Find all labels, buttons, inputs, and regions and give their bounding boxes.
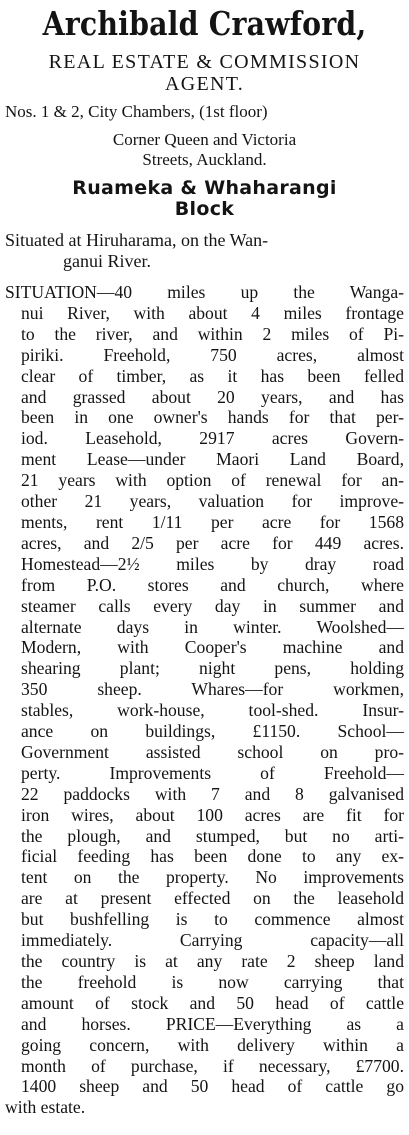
description-line: shearing plant; night pens, holding — [21, 658, 404, 679]
listing-description — [5, 282, 404, 1118]
description-line: but bushfelling is to commence almost — [21, 909, 404, 930]
description-line: ments, rent 1/11 per acre for 1568 — [21, 511, 404, 532]
description-line: perty. Improvements of Freehold— — [21, 762, 404, 783]
description-line: the country is at any rate 2 sheep land — [21, 951, 404, 971]
description-line: iod. Leasehold, 2917 acres Govern- — [21, 428, 404, 449]
description-line: ment Lease—under Maori Land Board, — [21, 449, 404, 470]
description-line: piriki. Freehold, 750 acres, almost — [21, 344, 404, 365]
description-line: 1400 sheep and 50 head of cattle go — [21, 1076, 404, 1097]
description-line: Government assisted school on pro- — [21, 741, 404, 762]
advertiser-role-line-2: AGENT. — [164, 73, 245, 95]
address-line-1: Nos. 1 & 2, City Chambers, (1st floor) — [5, 102, 268, 121]
location-line-2: ganui River. — [63, 251, 151, 271]
description-line: amount of stock and 50 head of cattle — [21, 992, 404, 1013]
description-line: 350 sheep. Whares—for workmen, — [21, 679, 404, 700]
address-line-2: Corner Queen and Victoria — [112, 130, 297, 149]
description-line: steamer calls every day in summer and — [21, 595, 404, 616]
description-line: iron wires, about 100 acres are fit for — [21, 804, 404, 825]
description-line: alternate days in winter. Woolshed— — [21, 616, 404, 637]
listing-location — [5, 230, 404, 272]
description-line: to the river, and within 2 miles of Pi- — [21, 323, 404, 344]
description-line: from P.O. stores and church, where — [21, 574, 404, 595]
description-line: nui River, with about 4 miles frontage — [21, 302, 404, 323]
description-line: are at present effected on the leasehold — [21, 888, 404, 909]
address-line-3: Streets, Auckland. — [142, 150, 267, 169]
description-line: and horses. PRICE—Everything as a — [21, 1013, 404, 1034]
location-line-1: Situated at Hiruharama, on the Wan- — [5, 230, 269, 250]
description-line: immediately. Carrying capacity—all — [21, 930, 404, 951]
description-line: 22 paddocks with 7 and 8 galvanised — [21, 783, 404, 804]
description-line: going concern, with delivery within a — [21, 1034, 404, 1055]
description-line: acres, and 2/5 per acre for 449 acres. — [21, 532, 404, 553]
advertiser-role-line-1: REAL ESTATE & COMMISSION — [48, 51, 361, 73]
description-line: ficial feeding has been done to any ex- — [21, 846, 404, 867]
description-line: the freehold is now carrying that — [21, 971, 404, 992]
description-line: and grassed about 20 years, and has — [21, 386, 404, 407]
description-line: stables, work-house, tool-shed. Insur- — [21, 700, 404, 721]
description-line: with estate. — [5, 1097, 86, 1118]
description-line: the plough, and stumped, but no arti- — [21, 825, 404, 846]
advertiser-name: Archibald Crawford, — [42, 4, 367, 43]
listing-title-line-2: Block — [174, 198, 235, 220]
description-line: tent on the property. No improvements — [21, 867, 404, 888]
listing-title-line-1: Ruameka & Whaharangi — [72, 177, 337, 199]
description-line: been in one owner's hands for that per- — [21, 407, 404, 428]
description-line: month of purchase, if necessary, £7700. — [21, 1055, 404, 1076]
description-line: SITUATION—40 miles up the Wanga- — [5, 282, 404, 302]
description-line: ance on buildings, £1150. School— — [21, 721, 404, 742]
description-line: 21 years with option of renewal for an- — [21, 470, 404, 491]
description-line: other 21 years, valuation for improve- — [21, 491, 404, 512]
description-line: Modern, with Cooper's machine and — [21, 637, 404, 658]
description-line: Homestead—2½ miles by dray road — [21, 553, 404, 574]
description-line: clear of timber, as it has been felled — [21, 365, 404, 386]
